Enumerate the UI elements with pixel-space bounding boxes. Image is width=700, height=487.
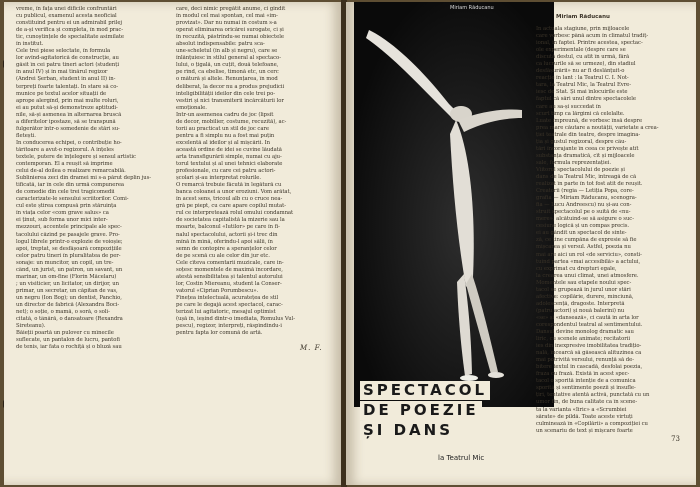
text-line: caracterizate-le sensului scriitorilor. Comi- xyxy=(16,196,129,203)
text-line: care au sa-și succedat în xyxy=(536,103,601,110)
text-line: mere», alcătuind-se să asigure o suc- xyxy=(536,216,634,223)
text-line: mișcarea și versul. Astfel, poezia nu xyxy=(536,244,631,251)
text-line: torul textului și al unei tehnici elaborate xyxy=(176,161,283,168)
text-line: În actuala stagiune, prin mijloacele xyxy=(536,26,630,32)
dancer-photo xyxy=(354,2,554,407)
text-line: liric, cu scenele animate; recitatorii xyxy=(536,336,631,343)
text-line: tacolului căzînd pe pasajele grave. Pro- xyxy=(16,231,120,238)
text-line: ză, ce ține cumpăna de expresie să fie xyxy=(536,237,637,244)
text-line: gră pe piept, cu care apare copilul mutat- xyxy=(176,203,286,210)
text-line: culminează în «Copilării» a compoziției cu xyxy=(536,420,648,427)
text-line: emoționale. xyxy=(176,104,207,111)
text-line: de societatea capitalistă la mizerie sau la xyxy=(176,217,285,224)
text-line: pescu), regizor, interpreți, răspîndindu-i xyxy=(176,323,282,330)
title-line-2: DE POEZIE xyxy=(360,401,482,420)
text-line: pe rînd, ca ebelise, timonă etc, un cerc xyxy=(176,69,279,76)
text-line: mezzouri, accentele principale ale spec- xyxy=(16,224,122,231)
text-line: absolut indispensabile: patru sca- xyxy=(176,41,265,48)
text-line: suflecate, un pantalon de lucru, pantofi xyxy=(16,337,120,344)
text-line: ta la varianta «Iiric» a «Scrumbiei xyxy=(536,406,627,413)
text-line: grafia — Miriam Răducanu, scenogra- xyxy=(536,195,637,202)
text-line: Viitorul spectacolului de poezie și xyxy=(536,166,625,173)
text-line: fia — Lucu Andreescu) nu și-au con- xyxy=(536,202,632,209)
text-line: această ordine de idei se cuvine lăudată xyxy=(176,146,282,153)
text-line: une-scheletul (în alb și negru), care se xyxy=(176,48,278,55)
text-line: textele, putere de înțelegere și sensul artistic xyxy=(16,153,136,160)
article-subtitle: la Teatrul Mic xyxy=(438,454,485,462)
text-line: cesiune logică și un compas precis. xyxy=(536,223,630,230)
text-line: de tenis, iar fata o rochiță și o bluză sau xyxy=(16,344,122,351)
text-line: net); o soție, o mamă, o soră, o soli- xyxy=(16,309,110,316)
text-line: vatorul «Ciprian Porumbescu». xyxy=(176,287,259,294)
text-line: de pe scenă cu ale celor din jur etc. xyxy=(176,252,270,259)
text-line: corespondentul teatral al sentimentului. xyxy=(536,321,643,328)
text-line: cu publicul, examenul acesta neoficial xyxy=(16,13,117,20)
right-page xyxy=(346,2,696,485)
text-line: iesc de Stat. Și mai înlocuirile este xyxy=(536,89,628,96)
text-line: logul librele printr-o explozie de voioșie; xyxy=(16,238,123,245)
text-line: bitere textul în cascadă, desfolai poezia, xyxy=(536,364,643,371)
text-line: ei au putut să-și demonstreze aptitudi- xyxy=(16,104,118,111)
text-line: semn de contopire a speranțelor celor xyxy=(176,245,277,252)
text-line: sonaje: un muncitor, un copil, un tre- xyxy=(16,259,114,266)
text-line: umor fin, de buna calitate ca în scene- xyxy=(536,399,638,406)
text-line: substanța dramatică, cît și mijloacele xyxy=(536,152,635,159)
text-line: «se» și «dansează», ci caută în arta lor xyxy=(536,314,639,321)
text-line: operat eliminarea oricărei surogate, ci și xyxy=(176,27,284,34)
author-signature: M. F. xyxy=(300,344,323,352)
text-line: contemporan. El a reușit să imprime xyxy=(16,161,113,168)
text-line: Luate împreună, de vorbesc însă despre xyxy=(536,117,643,124)
text-line: O remarcă trebuie făcută în legătură cu xyxy=(176,182,282,189)
text-line: tări încorajante în ceea ce privește atît xyxy=(536,145,639,152)
text-line: torii au practicat un stil de joc care xyxy=(176,125,269,132)
text-line: înlănțuiesc în stilul general al spectaco- xyxy=(176,55,281,62)
photo-caption: Miriam Răducanu xyxy=(556,14,610,20)
text-line: nile, să-și asmenea în alternarea bruscă xyxy=(16,111,122,118)
text-line: la crearea unui climat, unei atmosfere. xyxy=(536,272,639,279)
text-line: (patru actori) și nouă balerini) nu xyxy=(536,307,625,314)
text-line: faptul că sări unul dintre spectacolele xyxy=(536,96,636,103)
text-line: mînă în mînă, oferindu-l apoi sălii, în xyxy=(176,238,273,245)
text-line: vestiri și nici transmiterii încărcăturii lor xyxy=(176,97,284,104)
text-line: ei au găndit un spectacol de sinte- xyxy=(536,230,627,237)
text-line: În conducerea echipei, o contribuție ho- xyxy=(16,139,122,146)
text-line: aprope alergînd, prin mai multe roluri, xyxy=(16,97,119,104)
text-line: ies din inexpresive imobilitatea tradițio- xyxy=(536,343,642,350)
text-line: tacol se grupează în jurul unor stări xyxy=(536,286,631,293)
text-line: în anul IV) și în mai tînărul regizor xyxy=(16,69,108,76)
text-line: Cele trei piese selectate, în formula xyxy=(16,48,111,55)
text-line: (Andrei Șerban, student în anul II) in- xyxy=(16,76,116,83)
text-line: fulgerător într-o somedenie de stări su- xyxy=(16,125,120,132)
text-line: apoi, treptat, se desfășoară compozițiile xyxy=(16,245,122,252)
text-column-2 xyxy=(176,6,328,337)
text-line: reacție în lant : la Teatrul C. I. Not- xyxy=(536,75,629,82)
text-column-3 xyxy=(536,26,684,435)
text-line: tara, la Teatrul Mic, la Teatrul Evre- xyxy=(536,82,632,89)
page-number: 73 xyxy=(671,435,680,443)
text-line: ției teatrale din teatre, despre imagina- xyxy=(536,131,641,138)
text-line: găsit în cei patru tineri actori (studenți xyxy=(16,62,119,69)
text-line: ei ținut, sub forma unor mici inter- xyxy=(16,217,108,224)
text-line: țiri, tentative atentă activă, punctată cu un xyxy=(536,392,650,399)
text-line: de decor, mobilier, costume, recuzită), ac- xyxy=(176,118,287,125)
text-line: discută destul, cu atît în urmă, fără xyxy=(536,54,630,61)
text-line: excelentă al ideilor și al mișcării. În xyxy=(176,139,271,146)
text-line: dans de la Teatrul Mic, întreagă de că xyxy=(536,173,637,180)
left-page xyxy=(4,2,342,485)
text-line: un director de fabrică (Alexandra Boci- xyxy=(16,301,120,308)
title-line-1: SPECTACOL xyxy=(360,381,490,400)
text-line: care, deci nimic pregătit anume, ci gîndit xyxy=(176,6,286,12)
text-line: munice pe textul acelor situații de xyxy=(16,90,107,97)
text-line: lor avînd-agitatorică de construcție, au xyxy=(16,55,119,62)
text-line: pentru a fi simplu nu a fost mai puțin xyxy=(176,132,275,139)
text-line: banca coloanei a unor eroziuni. Vom arătat, xyxy=(176,189,292,196)
text-line: celor patru tineri în pluralitatea de per- xyxy=(16,252,121,259)
text-line: o mătură și altele. Renunțarea, în mod xyxy=(176,76,278,83)
text-line: cu exprimat cu drepturi egale, xyxy=(536,265,617,272)
text-line: în acest sens, tricoul alb cu o cruce nea- xyxy=(176,196,283,203)
text-line: Momentele sau etapele noului spec- xyxy=(536,279,632,286)
text-line: provizat». Dar nu numai în costum s-a xyxy=(176,20,277,27)
text-line: rul ce interpretează rolul omului condamnat xyxy=(176,210,294,217)
text-line: celui de-al doilea o realizare remarcabilă. xyxy=(16,168,126,175)
text-line: adolescență, dragoste. Interpretă xyxy=(536,300,625,307)
text-line: ca lucrurile să se urmeze), din stadiul xyxy=(536,61,636,68)
text-line: tic, cunoștințele de specialitate asimilate xyxy=(16,34,125,41)
text-line: Băieții poartă un pulover cu mînecile xyxy=(16,330,114,337)
title-line-3: ȘI DANS xyxy=(360,421,456,440)
text-line: terizat lui agitatoric, mesajul optimist xyxy=(176,309,276,316)
photo-credit: Miriam Răducanu xyxy=(450,5,494,11)
text-line: Sireteanu). xyxy=(16,323,46,330)
text-line: în recuzită, păstrîndu-se numai obiectele xyxy=(176,34,284,41)
text-line: în viața celor «com grave salus» ca xyxy=(16,210,109,217)
text-line: realizat în parte în tot fost atît de reușit. xyxy=(536,181,643,188)
text-line: tacol o sporită intenție de a comunica xyxy=(536,378,636,385)
text-line: lului, o țigală, un cuțit, două telefoane, xyxy=(176,62,279,69)
text-line: inteligibilității ideilor din cele trei po- xyxy=(176,90,276,97)
text-line: deliberat, la decor nu a produs prejudicii xyxy=(176,83,285,90)
text-line: lor, Costin Miereanu, student la Conser- xyxy=(176,280,282,287)
text-line: școlari și-au interpretat rolurile. xyxy=(176,175,261,182)
text-line: sporită și sentimente poezii și însufle- xyxy=(536,385,636,392)
text-line: arta transfigurării simple, numai cu aju- xyxy=(176,153,282,160)
text-line: nalul spectacolului, actorii și-i trec din xyxy=(176,231,278,238)
text-line: Într-un asemenea cadru de joc (lipsit xyxy=(176,111,274,118)
text-line: prea mare căutare a noutății, varietate a crea- xyxy=(536,124,659,131)
text-line: tuind partea «mai accesibilă» a actului, xyxy=(536,258,641,265)
text-line: a diferitelor ipostaze, să se transpună xyxy=(16,118,116,125)
text-line: un scenariu de text și mișcare foarte xyxy=(536,427,633,434)
text-column-1 xyxy=(16,6,166,351)
text-line: mai potrivită versului, renunță să de- xyxy=(536,357,634,364)
text-line: când, un jurist, un patron, un savant, un xyxy=(16,266,123,273)
text-line: de a-și verifica și completa, în mod prac- xyxy=(16,27,124,34)
text-line: constituind pentru ei un admirabil prilej xyxy=(16,20,122,27)
text-line: sărate» de pildă. Toate aceste virtuți xyxy=(536,413,633,420)
text-line: marinar, un om-fine (Florin Măcelaru) xyxy=(16,273,117,280)
text-line: Dansul devine monolog dramatic sau xyxy=(536,329,634,336)
text-line: ția și gustul regizoral, despre câu- xyxy=(536,138,627,145)
text-line: de comedie din cele trei tragicomedii xyxy=(16,189,115,196)
text-line: vreme, în fața unei dificile confruntări xyxy=(16,6,117,12)
text-line: pe care le degajă acest spectacol, carac- xyxy=(176,301,283,308)
text-line: ional, în faptei. Printre acestea, spectac- xyxy=(536,40,643,47)
text-line: fletești. xyxy=(16,132,36,139)
text-line: Cele cîteva comentarii muzicale, care in- xyxy=(176,259,284,266)
text-line: nală, încearcă să găsească alituzinea ca xyxy=(536,350,642,357)
text-line: ; un visiticier, un licitator, un dirijor, un xyxy=(16,280,120,287)
text-line: desfășurării» nu ar fi deslănțuit-o xyxy=(536,68,625,75)
text-line: în institut. xyxy=(16,41,44,48)
text-line: un negru (Ion Bog); un dentist, Panchio, xyxy=(16,294,122,301)
text-line: sale, formula reprezentației. xyxy=(536,159,611,166)
text-line: atestă sensibilitatea și talentul autorului xyxy=(176,273,283,280)
text-line: scurt timp ca lărgimi că celelalte. xyxy=(536,110,625,117)
text-line: soțesc momentele de maximă încordare, xyxy=(176,266,283,273)
text-line: care vorbesc până acum în climatul tradiț- xyxy=(536,33,649,40)
text-line: pentru fapta lor comună de artă. xyxy=(176,330,263,337)
text-line: tificată, iar în cele din urmă compunerea xyxy=(16,182,125,189)
text-line: struit spectacolul pe o suită de «nu- xyxy=(536,209,631,216)
text-line: fraza cu frază. Există în acest spec- xyxy=(536,371,630,378)
text-line: afective: copilărie, durere, minciună, xyxy=(536,293,634,300)
text-line: primar, un secretar, un căpitan de vas, xyxy=(16,287,118,294)
text-line: (ușă în, ieșind dintr-o imediata, Romulus Vul- xyxy=(176,316,296,323)
text-line: cul este știrea compusă prin stăruința xyxy=(16,203,117,210)
text-line: în modul cel mai spontan, cel mai «im- xyxy=(176,13,278,20)
text-line: moarte, balconul «Iutilor» pe care în fi- xyxy=(176,224,280,231)
text-line: tărîtoare a avut-o regizorul. A înțeles xyxy=(16,146,114,153)
dancer-silhouette xyxy=(354,2,554,407)
text-line: mai are aici un rol «de serviciu», consti- xyxy=(536,251,642,258)
text-line: Creatorii (regia — Letiția Popa, core- xyxy=(536,188,634,195)
text-line: Finețea intelectuală, acuratețea de stil xyxy=(176,294,279,301)
article-title xyxy=(360,380,560,440)
text-line: profesionale, cu care cei patru actori- xyxy=(176,168,276,175)
text-line: Sublinierea zeci din dramei mi s-a părut deplin jus- xyxy=(16,175,152,182)
text-line: citată, o tânără, o dansatoare (Rexandra xyxy=(16,316,123,323)
text-line: terpreți foarte talentați. În stare să co- xyxy=(16,83,119,90)
text-line: ole experimentale (despre care se xyxy=(536,47,626,54)
